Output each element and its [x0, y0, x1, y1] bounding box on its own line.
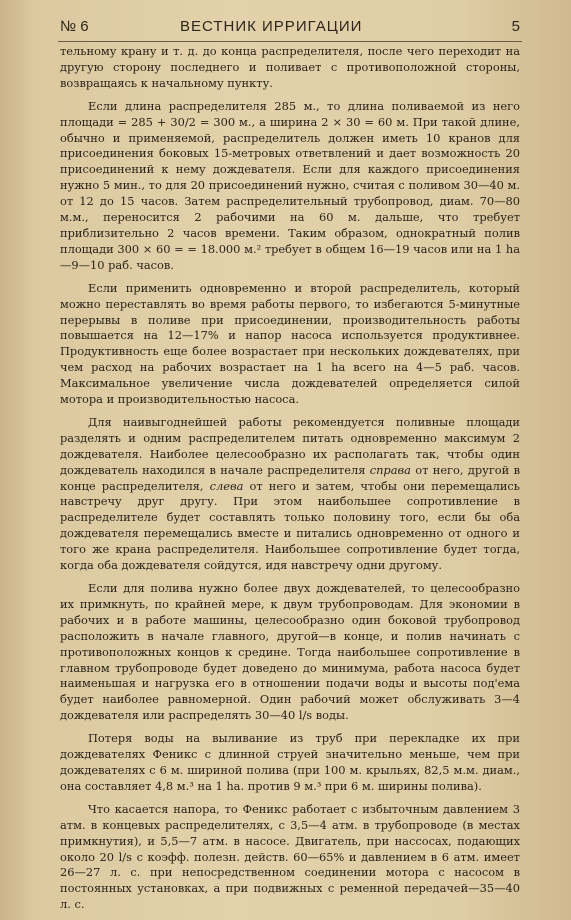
paragraph-4-part-e: от него и затем, чтобы они перемещались навстречу друг другу. При этом наибольшее сопротивление в распределителе будет составлять только половину того, если бы оба дождевателя перемещались вместе и питались одновременно от одного и того же крана распределителя. Наибольшее сопротивление будет тогда, когда оба дождевателя сойдутся, идя навстречу одни другому. [60, 478, 520, 573]
paragraph-2: Если длина распределителя 285 м., то длина поливаемой из него площади = 285 + 30/2 = 300 м., а ширина 2 × 30 = 60 м. При такой длине, обычно и применяемой, распределитель должен иметь 10 кранов для присоединения боковых 15-метровых ответвлений и дает возможность 20 присоединений к нему дождевателя. Если для каждого присоединения нужно 5 мин., то для 20 присоединений нужно, считая с поливом 30—40 м. от 12 до 15 часов. Затем распределительный трубопровод, диам. 70—80 м.м., переносится 2 рабочими на 60 м. дальше, что требует приблизительно 2 часов времени. Таким образом, однократный полив площади 300 × 60 = = 18.000 м.² требует в общем 16—19 часов или на 1 ha—9—10 раб. часов. [60, 98, 520, 272]
paragraph-4-emph-right: справа [369, 462, 411, 477]
page-header [60, 18, 520, 40]
paragraph-5: Если для полива нужно более двух дождевателей, то целесообразно их примкнуть, по крайней мере, к двум трубопроводам. Для экономии в рабочих и в работе машины, целесообразно один боковой трубопровод расположить в начале главного, другой—в конце, и полив начинать с противоположных концов к средине. Тогда наибольшее сопротивление в главном трубопроводе будет доведено до минимума, работа насоса будет наименьшая и нагрузка его в отношении подачи воды и высоты под'ема будет наиболее равномерной. Один рабочий может обслуживать 3—4 дождевателя или распределять 30—40 l/s воды. [60, 581, 520, 723]
paragraph-4 [60, 415, 520, 574]
paragraph-7: Что касается напора, то Феникс работает с избыточным давлением 3 атм. в концевых распределителях, с 3,5—4 атм. в трубопроводе (в местах примкнутия), и 5,5—7 атм. в насосе. Двигатель, при нассосах, подающих около 20 l/s с коэфф. полезн. действ. 60—65% и давлением в 6 атм. имеет 26—27 л. с. при непосредственном соединении мотора с насосом в постоянных установках, а при подвижных с ременной передачей—35—40 л. с. [60, 801, 520, 912]
article-body [60, 44, 520, 920]
header-rule [58, 41, 522, 42]
paragraph-6: Потеря воды на выливание из труб при перекладке их при дождевателях Феникс с длинной струей значительно меньше, чем при дождевателях с 6 м. шириной полива (при 100 м. крыльях, 82,5 м.м. диам., она составляет 4,8 м.³ на 1 ha. против 9 м.³ при 6 м. ширины полива). [60, 731, 520, 793]
issue-number: № 6 [60, 18, 89, 35]
paragraph-4-part-c: от него, другой в конце распределителя, [60, 462, 520, 493]
journal-title: ВЕСТНИК ИРРИГАЦИИ [180, 18, 363, 35]
paragraph-1: тельному крану и т. д. до конца распределителя, после чего переходит на другую сторону последнего и поливает с противоположной стороны, возвращаясь к начальному пункту. [60, 44, 520, 90]
paragraph-4-emph-left: слева [209, 478, 244, 493]
paragraph-4-part-a: Для наивыгоднейшей работы рекомендуется поливные площади разделять и одним распределителем питать одновременно максимум 2 дождевателя. Наиболее целесообразно их располагать так, чтобы один дождеватель находился в начале распределителя [60, 414, 520, 477]
page-number: 5 [511, 18, 520, 35]
paragraph-3: Если применить одновременно и второй распределитель, который можно переставлять во время работы первого, то избегаются 5-минутные перерывы в поливе при присоединении, производительность работы повышается на 12—17% и напор насоса используется продуктивнее. Продуктивность еще более возрастает при нескольких дождевателях, при чем расход на рабочих возрастает на 1 ha всего на 4—5 раб. часов. Максимальное увеличение числа дождевателей определяется силой мотора и производительностью насоса. [60, 280, 520, 407]
